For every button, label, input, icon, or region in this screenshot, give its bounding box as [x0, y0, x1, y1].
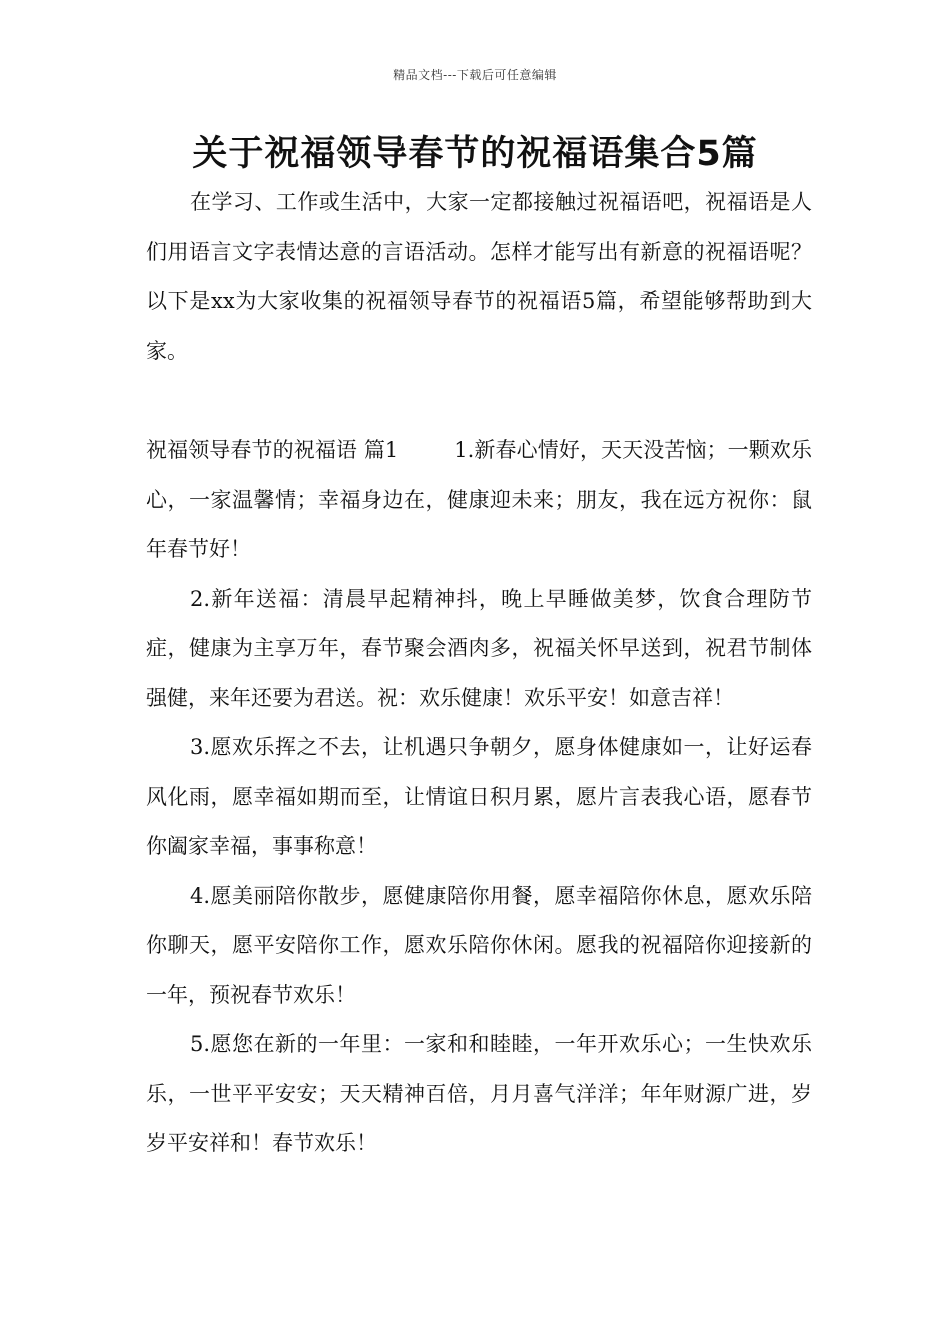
blessing-item-5: 5.愿您在新的一年里：一家和和睦睦，一年开欢乐心；一生快欢乐乐，一世平平安安；天天精神百倍，月月喜气洋洋；年年财源广进，岁岁平安祥和！春节欢乐！	[146, 1032, 812, 1155]
blessing-item-2: 2.新年送福：清晨早起精神抖，晚上早睡做美梦，饮食合理防节症，健康为主享万年，春节聚会酒肉多，祝福关怀早送到，祝君节制体强健，来年还要为君送。祝：欢乐健康！欢乐平安！如意吉祥！	[146, 586, 812, 710]
blessing-item-1: 1.新春心情好，天天没苦恼；一颗欢乐心，一家温馨情；幸福身边在，健康迎未来；朋友，我在远方祝你：鼠年春节好！	[146, 438, 812, 561]
document-body	[146, 178, 812, 1169]
intro-paragraph: 在学习、工作或生活中，大家一定都接触过祝福语吧，祝福语是人们用语言文字表情达意的言语活动。怎样才能写出有新意的祝福语呢？以下是xx为大家收集的祝福领导春节的祝福语5篇，希望能够帮助到大家。	[146, 190, 812, 363]
section-paragraph	[146, 426, 812, 575]
header-note: 精品文档---下载后可任意编辑	[393, 68, 557, 82]
blessing-item-3: 3.愿欢乐挥之不去，让机遇只争朝夕，愿身体健康如一，让好运春风化雨，愿幸福如期而至，让情谊日积月累，愿片言表我心语，愿春节你阖家幸福，事事称意！	[146, 735, 812, 858]
paragraph-gap	[146, 376, 812, 426]
section-label: 祝福领导春节的祝福语 篇1	[146, 438, 399, 462]
blessing-item-4: 4.愿美丽陪你散步，愿健康陪你用餐，愿幸福陪你休息，愿欢乐陪你聊天，愿平安陪你工作，愿欢乐陪你休闲。愿我的祝福陪你迎接新的一年，预祝春节欢乐！	[146, 883, 812, 1007]
document-title: 关于祝福领导春节的祝福语集合5篇	[192, 134, 758, 174]
